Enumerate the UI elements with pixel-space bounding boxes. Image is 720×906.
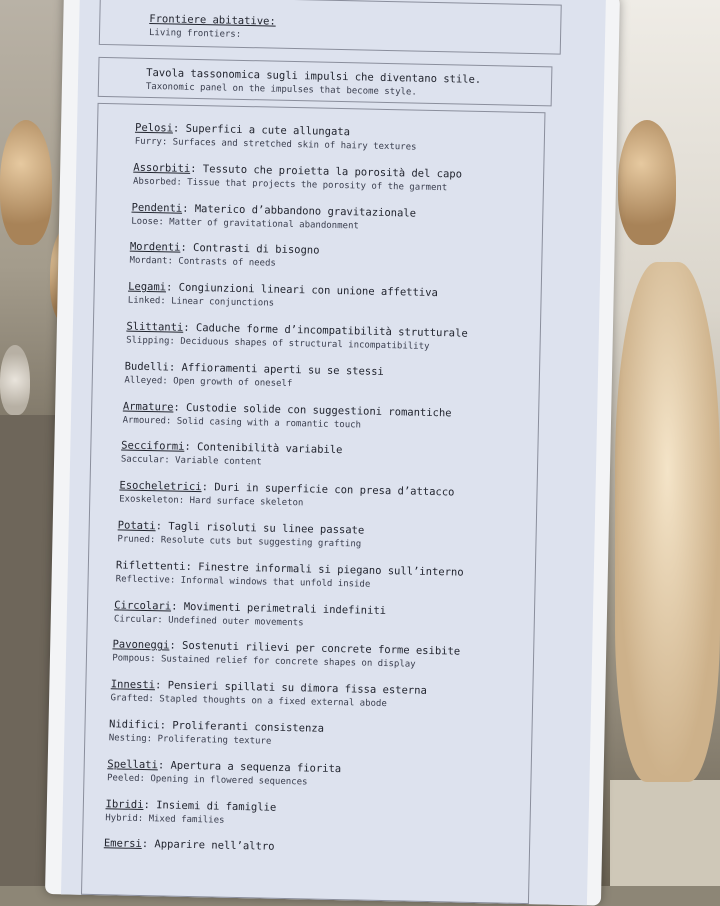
entry-english-text: Alleyed: Open growth of oneself	[124, 375, 293, 389]
entry-english-text: Mordant: Contrasts of needs	[129, 256, 276, 270]
entry-term: Pavoneggi	[112, 638, 170, 652]
entry-italian-text: : Custodie solide con suggestioni romantiche	[173, 401, 452, 419]
info-panel-frame	[45, 0, 620, 906]
entry-term: Assorbiti	[133, 161, 191, 175]
entry-italian-text: : Sostenuti rilievi per concrete forme esibite	[169, 639, 461, 659]
entry-term: Esocheletrici	[119, 479, 202, 494]
entry-italian-text: : Contenibilità variabile	[184, 441, 343, 457]
entry-english-text: Peeled: Opening in flowered sequences	[106, 773, 308, 788]
entry-term: Innesti	[110, 678, 156, 692]
entry-term: Emersi	[103, 837, 142, 851]
entry-term: Potati	[117, 519, 156, 533]
entry-term: Riflettenti	[115, 559, 186, 573]
entry-italian-text: : Movimenti perimetrali indefiniti	[171, 600, 387, 617]
entry-english-text: Grafted: Stapled thoughts on a fixed external abode	[110, 693, 387, 710]
entry-italian-text: : Finestre informali si piegano sull’interno	[185, 560, 464, 579]
entry-english-text: Saccular: Variable content	[120, 454, 262, 468]
entry-term: Spellati	[107, 758, 159, 772]
entry-english-text: Nesting: Proliferating texture	[108, 733, 272, 747]
entry-italian-text: : Contrasti di bisogno	[180, 242, 320, 257]
entry-term: Pelosi	[134, 121, 174, 135]
entry-english-text: Furry: Surfaces and stretched skin of hairy textures	[134, 136, 417, 153]
entry-english-text: Hybrid: Mixed families	[105, 812, 225, 826]
entry-term: Armature	[122, 400, 174, 414]
entry-term: Nidifici	[108, 718, 160, 732]
entry-italian-text: : Tessuto che proietta la porosità del capo	[190, 162, 463, 181]
entry-english-text: Circular: Undefined outer movements	[113, 613, 304, 628]
entry-italian-text: : Affioramenti aperti su se stessi	[168, 361, 384, 378]
entry-english-text: Exoskeleton: Hard surface skeleton	[119, 494, 304, 509]
head-sculpture-bottom-left	[0, 345, 30, 415]
intro-text-en: Taxonomic panel on the impulses that become style.	[145, 81, 417, 98]
entry-italian-text: : Apparire nell’altro	[141, 838, 275, 854]
entry-english-text: Pompous: Sustained relief for concrete shapes on display	[112, 653, 416, 671]
header-title-it: Frontiere abitative:	[149, 12, 276, 28]
entry-term: Legami	[128, 280, 167, 294]
entry-english-text: Absorbed: Tissue that projects the porosity of the garment	[132, 176, 448, 194]
entry-english-text: Armoured: Solid casing with a romantic touch	[122, 415, 362, 431]
entry-term: Budelli	[124, 360, 170, 374]
entry-term: Ibridi	[105, 797, 144, 811]
entry-term: Slittanti	[126, 320, 184, 334]
header-box	[99, 0, 562, 55]
entry-term: Pendenti	[131, 201, 183, 215]
statue-base	[610, 780, 720, 886]
entry-italian-text: : Tagli risoluti su linee passate	[155, 520, 365, 537]
entry-english-text: Pruned: Resolute cuts but suggesting grafting	[117, 534, 362, 550]
bust-sculpture-top-left	[0, 120, 52, 245]
intro-text-it: Tavola tassonomica sugli impulsi che diventano stile.	[146, 66, 482, 86]
header-title-en: Living frontiers:	[148, 27, 242, 40]
entry-english-text: Reflective: Informal windows that unfold inside	[115, 574, 371, 590]
entry-italian-text: : Superfici a cute allungata	[172, 122, 351, 139]
entry-italian-text: : Materico d’abbandono gravitazionale	[182, 202, 417, 220]
bearded-bust-right	[618, 120, 676, 245]
entry-term: Secciformi	[121, 439, 185, 454]
entry-english-text: Linked: Linear conjunctions	[127, 295, 275, 309]
entry-italian-text: : Proliferanti consistenza	[159, 719, 325, 735]
entry-italian-text: : Congiunzioni lineari con unione affettiva	[165, 281, 438, 300]
entry-english-text: Loose: Matter of gravitational abandonment	[131, 216, 359, 231]
entry-italian-text: : Insiemi di famiglie	[143, 798, 277, 814]
entry-italian-text: : Caduche forme d’incompatibilità strutturale	[183, 321, 468, 340]
entry-italian-text: : Pensieri spillati su dimora fissa esterna	[154, 679, 427, 698]
entry-english-text: Slipping: Deciduous shapes of structural incompatibility	[126, 335, 430, 352]
entry-term: Mordenti	[129, 241, 181, 255]
entry-italian-text: : Duri in superficie con presa d’attacco	[201, 481, 455, 499]
standing-statue-right	[615, 262, 720, 782]
entry-term: Circolari	[114, 598, 172, 613]
entry-italian-text: : Apertura a sequenza fiorita	[157, 759, 342, 775]
info-panel	[61, 0, 606, 905]
